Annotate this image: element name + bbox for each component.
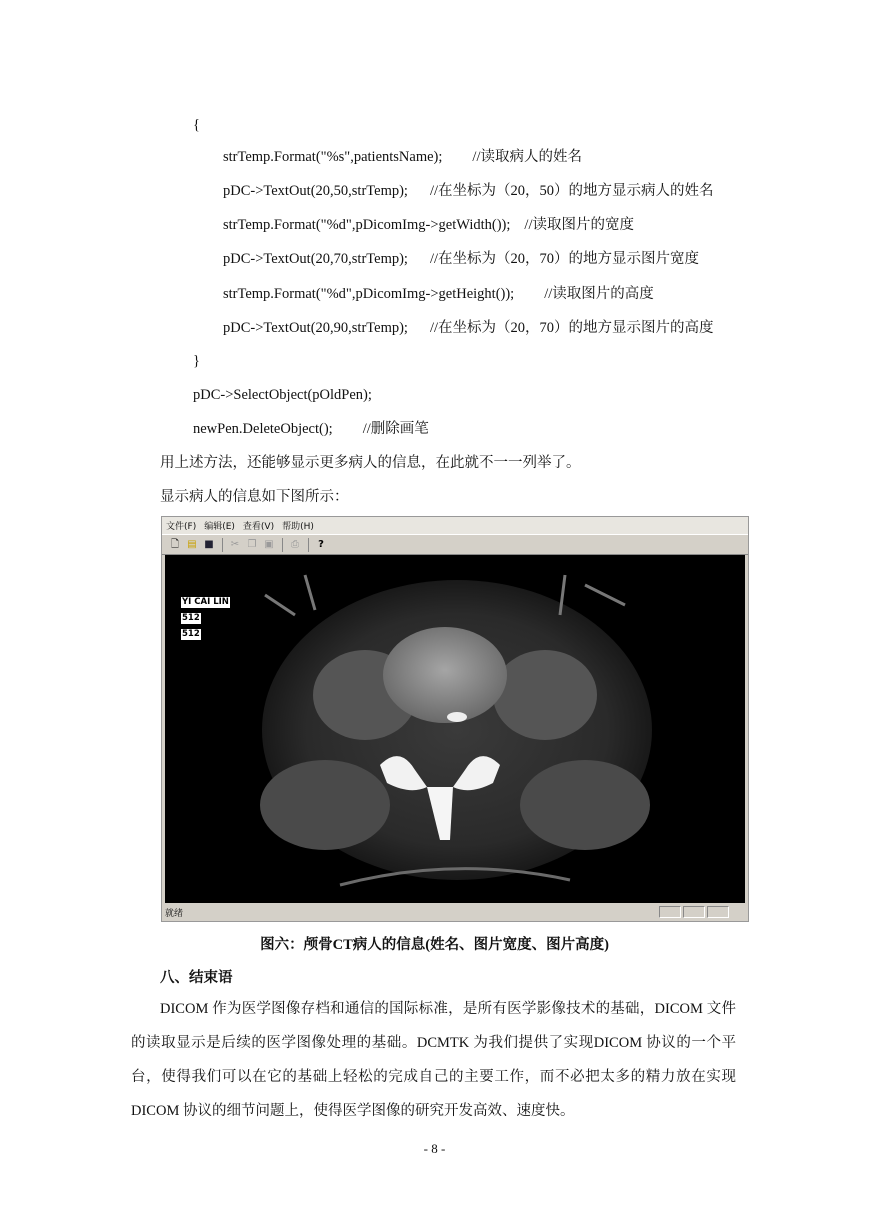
code-comment: //删除画笔 (362, 421, 429, 437)
ct-image-view (165, 555, 745, 903)
patient-name-overlay: YI CAI LIN (182, 597, 229, 607)
app-screenshot (161, 516, 749, 922)
code-line (223, 216, 634, 234)
ct-scan-image (165, 555, 745, 903)
menu-file[interactable]: 文件(F) (166, 522, 197, 532)
code-close-brace: } (193, 353, 200, 369)
code-text: pDC->TextOut(20,90,strTemp); (223, 320, 408, 336)
page-number: - 8 - (423, 1141, 446, 1156)
new-file-icon[interactable]: 🗋 (170, 539, 180, 550)
status-panel (659, 906, 681, 918)
code-select-object: pDC->SelectObject(pOldPen); (193, 387, 372, 403)
code-line (223, 148, 582, 166)
image-height-overlay: 512 (182, 629, 200, 639)
code-text: strTemp.Format("%d",pDicomImg->getWidth()); (223, 217, 511, 233)
status-bar (162, 903, 748, 921)
paragraph: 用上述方法，还能够显示更多病人的信息，在此就不一一列举了。 (160, 455, 581, 471)
menu-view[interactable]: 查看(V) (242, 522, 275, 532)
code-comment: //读取图片的高度 (544, 286, 654, 302)
code-text: strTemp.Format("%s",patientsName); (223, 149, 443, 165)
code-comment: //在坐标为（20，50）的地方显示病人的姓名 (429, 183, 714, 199)
open-folder-icon[interactable]: ▤ (187, 539, 197, 550)
code-line (223, 250, 699, 268)
cut-icon[interactable]: ✂ (230, 539, 240, 550)
paste-icon[interactable]: ▣ (264, 539, 274, 550)
status-text: 就绪 (165, 908, 184, 919)
figure-caption: 图六：颅骨CT病人的信息(姓名、图片宽度、图片高度) (260, 937, 609, 953)
menu-edit[interactable]: 编辑(E) (204, 522, 235, 532)
code-text: strTemp.Format("%d",pDicomImg->getHeight()); (223, 286, 515, 302)
section-title: 八、结束语 (160, 970, 233, 986)
code-text: pDC->TextOut(20,70,strTemp); (223, 251, 408, 267)
toolbar-separator (308, 538, 309, 552)
help-icon[interactable]: ? (318, 539, 324, 550)
image-width-overlay: 512 (182, 613, 200, 623)
toolbar-separator (222, 538, 223, 552)
menu-bar (162, 517, 748, 535)
paragraph: 显示病人的信息如下图所示： (160, 489, 349, 505)
code-delete-object-line (193, 420, 429, 438)
status-panel (707, 906, 729, 918)
code-line (223, 319, 714, 337)
status-panel (683, 906, 705, 918)
code-open-brace: { (193, 117, 200, 133)
menu-help[interactable]: 帮助(H) (282, 522, 314, 532)
print-icon[interactable]: ⎙ (291, 539, 299, 550)
code-text: pDC->TextOut(20,50,strTemp); (223, 183, 408, 199)
code-text: newPen.DeleteObject(); (193, 421, 333, 437)
copy-icon[interactable]: ❐ (247, 539, 257, 550)
toolbar-separator (282, 538, 283, 552)
save-icon[interactable]: ■ (204, 539, 214, 550)
code-line (223, 182, 714, 200)
code-comment: //在坐标为（20，70）的地方显示图片的高度 (429, 320, 714, 336)
code-comment: //在坐标为（20，70）的地方显示图片宽度 (429, 251, 700, 267)
toolbar (162, 535, 748, 555)
code-comment: //读取病人的姓名 (472, 149, 582, 165)
code-line (223, 285, 654, 303)
conclusion-paragraph: DICOM 作为医学图像存档和通信的国际标准，是所有医学影像技术的基础，DICOM 文件的读取显示是后续的医学图像处理的基础。DCMTK 为我们提供了实现DICOM 协议的一个平台，使得我们可以在它的基础上轻松的完成自己的主要工作，而不必把太多的精力放在实现DICOM 协议的细节问题上，使得医学图像的研究开发高效、速度快。 (131, 1001, 736, 1119)
code-comment: //读取图片的宽度 (524, 217, 634, 233)
